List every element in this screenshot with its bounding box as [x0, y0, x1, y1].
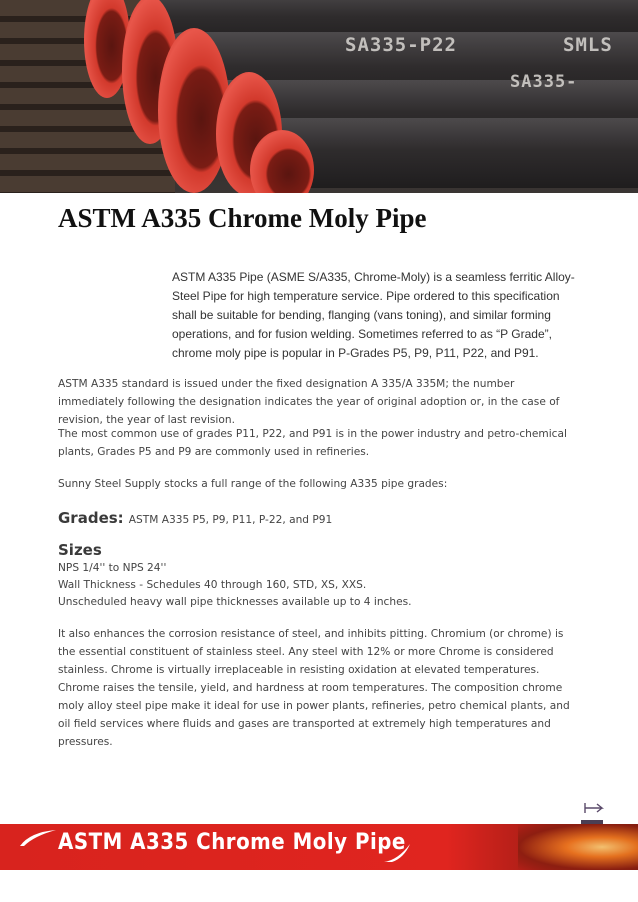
page-corner-icon — [583, 800, 605, 816]
banner-glow — [518, 824, 638, 870]
swoosh-left-icon — [18, 828, 58, 848]
sizes-line: Wall Thickness - Schedules 40 through 160, STD, XS, XXS. — [58, 579, 367, 591]
grades-label: Grades: — [58, 509, 124, 527]
paragraph-stock: Sunny Steel Supply stocks a full range of the following A335 pipe grades: — [58, 478, 448, 490]
pipe-stamp-text: SA335- — [510, 72, 578, 92]
hero-image — [0, 0, 638, 193]
page-title: ASTM A335 Chrome Moly Pipe — [58, 203, 427, 233]
grades-line — [58, 508, 332, 527]
footer-banner — [0, 824, 638, 870]
sizes-line: NPS 1/4'' to NPS 24'' — [58, 562, 167, 574]
intro-paragraph: ASTM A335 Pipe (ASME S/A335, Chrome-Moly) is a seamless ferritic Alloy-Steel Pipe for high temperature service. Pipe ordered to this specification shall be suitable for bending, flanging (vans toning), and similar forming operations, and for fusion welding. Sometimes referred to as “P Grade”, chrome moly pipe is popular in P-Grades P5, P9, P11, P22, and P91. — [172, 270, 575, 360]
swoosh-right-icon — [382, 842, 412, 864]
paragraph-common-use: The most common use of grades P11, P22, and P91 is in the power industry and petro-chemical plants, Grades P5 and P9 are commonly used in refineries. — [58, 428, 567, 458]
paragraph-chromium: It also enhances the corrosion resistance of steel, and inhibits pitting. Chromium (or chrome) is the essential constituent of stainless steel. Any steel with 12% or more Chrome is considered stainless. Chrome is virtually irreplaceable in resisting oxidation at elevated temperatures. Chrome raises the tensile, yield, and hardness at room temperatures. The composition chrome moly alloy steel pipe make it ideal for use in power plants, refineries, petro chemical plants, and oil field services where fluids and gases are transported at extremely high temperatures and pressures. — [58, 628, 570, 748]
grades-value: ASTM A335 P5, P9, P11, P-22, and P91 — [128, 514, 333, 526]
pipe-stamp-text: SA335-P22 — [345, 34, 457, 56]
pipe-stamp-text: SMLS — [563, 34, 613, 56]
paragraph-designation: ASTM A335 standard is issued under the fixed designation A 335/A 335M; the number immediately following the designation indicates the year of original adoption or, in the case of revision, the year of last revision. — [58, 378, 560, 426]
banner-title: ASTM A335 Chrome Moly Pipe — [58, 830, 406, 855]
sizes-heading: Sizes — [58, 541, 102, 559]
sizes-line: Unscheduled heavy wall pipe thicknesses available up to 4 inches. — [58, 596, 412, 608]
